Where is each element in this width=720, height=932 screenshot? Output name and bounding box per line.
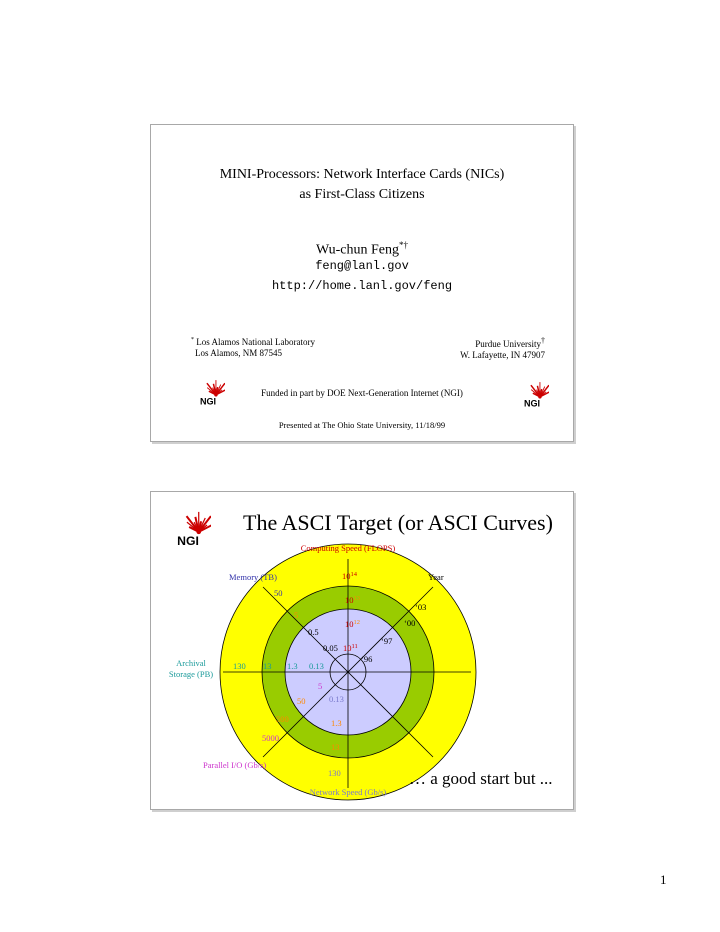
asci-target-diagram: [151, 492, 573, 809]
network-value: 130: [328, 768, 341, 778]
axis-parallel-io: Parallel I/O (Gb/s): [203, 760, 267, 770]
archival-value: 0.13: [309, 661, 324, 671]
network-value: 13: [331, 742, 340, 752]
axis-computing-speed: Computing Speed (FLOPS): [300, 543, 396, 553]
affiliation-right: [460, 335, 545, 361]
svg-text:NGI: NGI: [199, 396, 217, 407]
author-name: Wu-chun Feng: [315, 242, 400, 258]
axis-network-speed: Network Speed (Gb/s): [309, 787, 387, 797]
memory-value: 0.5: [308, 627, 319, 637]
network-value: 1.3: [331, 718, 342, 728]
network-value: 0.13: [329, 694, 344, 704]
affiliation-left: [191, 335, 315, 359]
author-email: feng@lanl.gov: [315, 259, 409, 273]
archival-value: 13: [263, 661, 272, 671]
ngi-logo-right: [515, 379, 549, 409]
slide-title-line1: MINI-Processors: Network Interface Cards (NICs): [219, 167, 505, 182]
affiliation-right-line2: W. Lafayette, IN 47907: [460, 350, 545, 360]
year-value: ‘96: [361, 654, 373, 664]
affiliation-right-line1: Purdue University: [475, 339, 541, 349]
flops-label: $10^{11}$: [343, 643, 358, 653]
parallel-io-value: 500: [276, 714, 289, 724]
asci-slide: [150, 491, 574, 810]
title-slide: [150, 124, 574, 442]
flops-label: $10^{14}$: [342, 571, 357, 581]
affiliation-left-line1: Los Alamos National Laboratory: [196, 337, 315, 347]
year-value: ‘97: [381, 636, 393, 646]
flops-label: $10^{12}$: [345, 619, 360, 629]
svg-text:NGI: NGI: [177, 533, 199, 548]
parallel-io-value: 50: [297, 696, 306, 706]
archival-value: 1.3: [287, 661, 298, 671]
svg-text:NGI: NGI: [523, 398, 541, 409]
memory-value: 0.05: [323, 643, 338, 653]
author-url: http://home.lanl.gov/feng: [271, 279, 453, 293]
page-number: 1: [660, 872, 667, 887]
author-marks: *†: [399, 240, 409, 250]
axis-archival-line2: Storage (PB): [168, 669, 214, 679]
memory-value: 50: [274, 588, 283, 598]
funding-note: Funded in part by DOE Next-Generation Internet (NGI): [261, 388, 463, 398]
year-value: ‘03: [415, 602, 427, 612]
slide-title: The ASCI Target (or ASCI Curves): [243, 510, 553, 535]
axis-year: Year: [428, 572, 444, 582]
slide-title-line2: as First-Class Citizens: [299, 187, 425, 202]
year-value: ‘00: [404, 618, 416, 628]
parallel-io-value: 5000: [262, 733, 279, 743]
presented-note: Presented at The Ohio State University, 11/18/99: [278, 420, 446, 430]
affiliation-left-line2: Los Alamos, NM 87545: [195, 348, 283, 358]
memory-value: 5: [294, 610, 299, 620]
archival-value: 130: [233, 661, 246, 671]
closing-remark: … a good start but ...: [409, 769, 553, 788]
author-line: [151, 235, 573, 261]
affiliation-right-mark: †: [541, 336, 545, 345]
affiliation-left-mark: *: [191, 337, 194, 343]
axis-memory: Memory (TB): [229, 572, 277, 582]
parallel-io-value: 5: [318, 681, 323, 691]
axis-archival-line1: Archival: [176, 658, 206, 668]
flops-label: $10^{13}$: [345, 595, 360, 605]
